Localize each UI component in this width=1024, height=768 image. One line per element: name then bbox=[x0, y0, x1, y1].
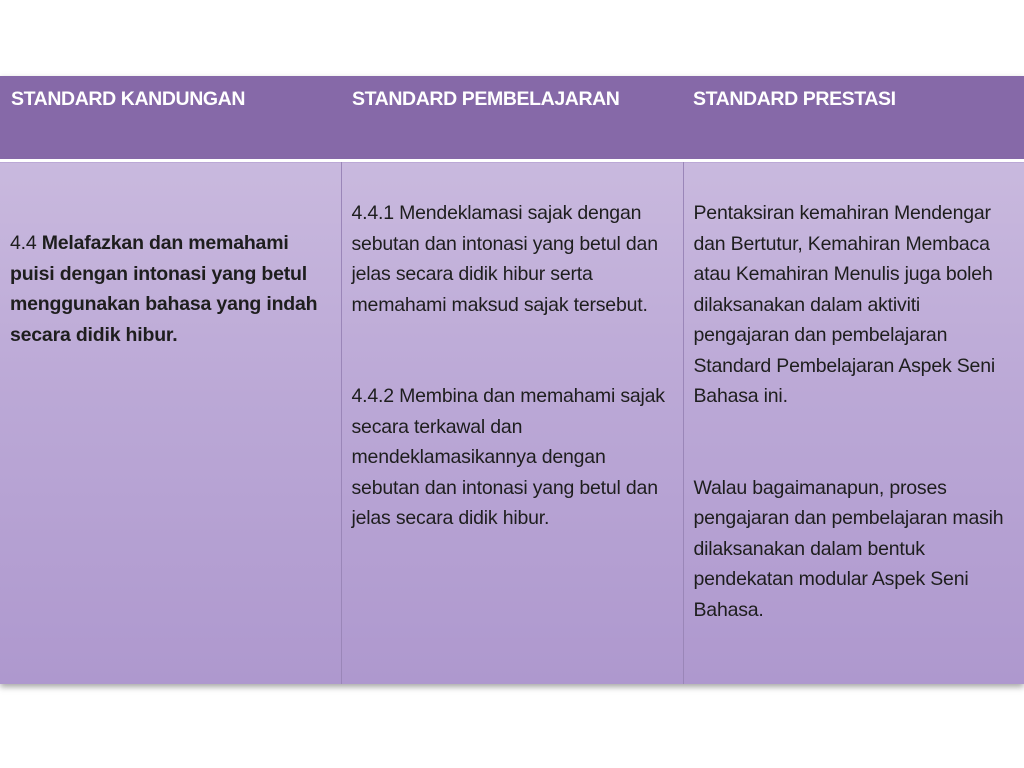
cell-standard-kandungan bbox=[0, 161, 341, 685]
header-standard-pembelajaran: STANDARD PEMBELAJARAN bbox=[341, 76, 683, 161]
pembelajaran-item-4-4-2: 4.4.2 Membina dan memahami sajak secara terkawal dan mendeklamasikannya dengan sebutan dan intonasi yang betul dan jelas secara didik hibur. bbox=[351, 385, 665, 529]
standards-table-container bbox=[0, 76, 1024, 684]
standards-table bbox=[0, 76, 1024, 684]
header-standard-kandungan: STANDARD KANDUNGAN bbox=[0, 76, 341, 161]
content-row bbox=[0, 161, 1024, 685]
cell-standard-pembelajaran bbox=[341, 161, 683, 685]
kandungan-number: 4.4 bbox=[10, 232, 42, 254]
prestasi-paragraph-2: Walau bagaimanapun, proses pengajaran dan pembelajaran masih dilaksanakan dalam bentuk pendekatan modular Aspek Seni Bahasa. bbox=[693, 476, 1004, 621]
prestasi-paragraph-1: Pentaksiran kemahiran Mendengar dan Bertutur, Kemahiran Membaca atau Kemahiran Menulis juga boleh dilaksanakan dalam aktiviti pengajaran dan pembelajaran Standard Pembelajaran Aspek Seni Bahasa ini. bbox=[693, 202, 995, 407]
kandungan-text bbox=[10, 228, 333, 350]
pembelajaran-item-4-4-1: 4.4.1 Mendeklamasi sajak dengan sebutan dan intonasi yang betul dan jelas secara didik hibur serta memahami maksud sajak tersebut. bbox=[351, 202, 658, 316]
kandungan-statement: Melafazkan dan memahami puisi dengan intonasi yang betul menggunakan bahasa yang indah secara didik hibur. bbox=[10, 232, 318, 346]
cell-standard-prestasi bbox=[683, 161, 1024, 685]
header-standard-prestasi: STANDARD PRESTASI bbox=[683, 76, 1024, 161]
header-row bbox=[0, 76, 1024, 161]
